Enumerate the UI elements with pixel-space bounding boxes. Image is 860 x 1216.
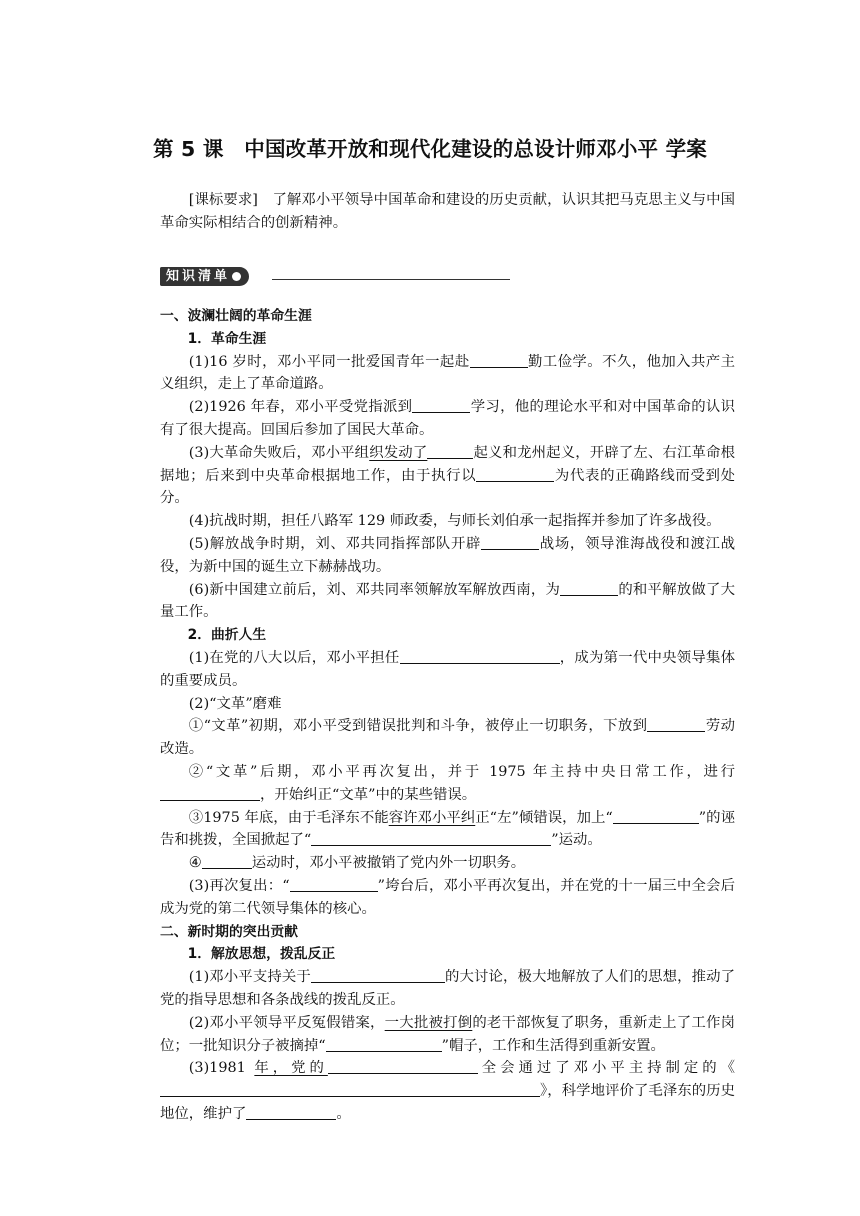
fill-blank[interactable] — [160, 785, 260, 801]
dot-icon — [232, 272, 241, 281]
subheading-1-1: 1．革命生涯 — [187, 330, 267, 347]
fill-blank[interactable] — [326, 1036, 442, 1052]
subheading-1-2: 2．曲折人生 — [187, 627, 267, 644]
paragraph: (1)邓小平支持关于 的大讨论，极大地解放了人们的思想，推动了党的指导思想和各条战线的拨乱反正。 — [160, 969, 735, 1008]
subheading-2-1: 1．解放思想，拨乱反正 — [187, 946, 336, 963]
paragraph: ④ 运动时，邓小平被撤销了党内外一切职务。 — [188, 855, 526, 872]
paragraph: (6)新中国建立前后，刘、邓共同率领解放军解放西南，为 的和平解放做了大量工作。 — [160, 581, 735, 621]
fill-blank[interactable] — [647, 716, 705, 732]
fill-blank[interactable] — [202, 853, 252, 869]
paragraph: (1)在党的八大以后，邓小平担任 ，成为第一代中央领导集体的重要成员。 — [160, 649, 735, 689]
paragraph: (5)解放战争时期，刘、邓共同指挥部队开辟 战场，领导淮海战役和渡江战役，为新中国的诞生立下赫赫战功。 — [160, 535, 735, 575]
paragraph: (3)大革命失败后，邓小平组织发动了 起义和龙州起义，开辟了左、右江革命根据地；后来到中央革命根据地工作，由于执行以 为代表的正确路线而受到处分。 — [160, 444, 735, 507]
paragraph: (2)邓小平领导平反冤假错案，一大批被打倒的老干部恢复了职务，重新走上了工作岗位；一批知识分子被摘掉“ ”帽子，工作和生活得到重新安置。 — [160, 1014, 735, 1054]
fill-blank[interactable] — [613, 808, 699, 824]
paragraph: (1)16 岁时，邓小平同一批爱国青年一起赴 勤工俭学。不久，他加入共产主义组织，走上了革命道路。 — [160, 353, 735, 393]
paragraph: (2)1926 年春，邓小平受党指派到 学习，他的理论水平和对中国革命的认识有了很大提高。回国后参加了国民大革命。 — [160, 399, 735, 438]
paragraph: (3)再次复出：“ ”垮台后，邓小平再次复出，并在党的十一届三中全会后成为党的第二代领导集体的核心。 — [160, 877, 736, 917]
fill-blank[interactable] — [311, 967, 445, 983]
paragraph: (4)抗战时期，担任八路军 129 师政委，与师长刘伯承一起指挥并参加了许多战役。 — [188, 513, 721, 530]
section-heading-1: 一、波澜壮阔的革命生涯 — [160, 308, 312, 324]
fill-blank[interactable] — [476, 466, 554, 482]
fill-blank[interactable] — [160, 1081, 540, 1097]
fill-blank[interactable] — [470, 352, 528, 368]
knowledge-list-banner — [160, 267, 510, 289]
main-content — [160, 305, 735, 1126]
paragraph: (3)1981 年，党的 全会通过了邓小平主持制定的《》，科学地评价了毛泽东的历史地位，维护了 。 — [160, 1060, 735, 1122]
fill-blank[interactable] — [311, 830, 551, 846]
fill-blank[interactable] — [560, 580, 618, 596]
banner-divider — [272, 279, 510, 280]
paragraph: ③1975 年底，由于毛泽东不能容许邓小平纠正“左”倾错误，加上“ ”的诬告和挑拨，全国掀起了“ ”运动。 — [160, 809, 735, 849]
paragraph: (2)“文革”磨难 — [188, 695, 282, 712]
section-heading-2: 二、新时期的突出贡献 — [160, 923, 298, 940]
curriculum-requirement — [160, 189, 735, 235]
requirement-text: 了解邓小平领导中国革命和建设的历史贡献，认识其把马克思主义与中国革命实际相结合的创新精神。 — [160, 192, 735, 231]
requirement-tag: [课标要求] — [188, 192, 258, 208]
banner-label: 知识清单 — [166, 269, 231, 284]
fill-blank[interactable] — [246, 1104, 336, 1120]
fill-blank[interactable] — [427, 443, 473, 459]
page-title: 第 5 课 中国改革开放和现代化建设的总设计师邓小平 学案 — [153, 137, 707, 161]
fill-blank[interactable] — [290, 876, 378, 892]
paragraph: ②“文革”后期，邓小平再次复出，并于 1975 年主持中央日常工作，进行，开始纠正“文革”中的某些错误。 — [160, 761, 735, 807]
fill-blank[interactable] — [481, 534, 539, 550]
fill-blank[interactable] — [400, 648, 560, 664]
paragraph: ①“文革”初期，邓小平受到错误批判和斗争，被停止一切职务，下放到 劳动改造。 — [160, 718, 735, 758]
fill-blank[interactable] — [412, 397, 470, 413]
fill-blank[interactable] — [328, 1058, 478, 1074]
